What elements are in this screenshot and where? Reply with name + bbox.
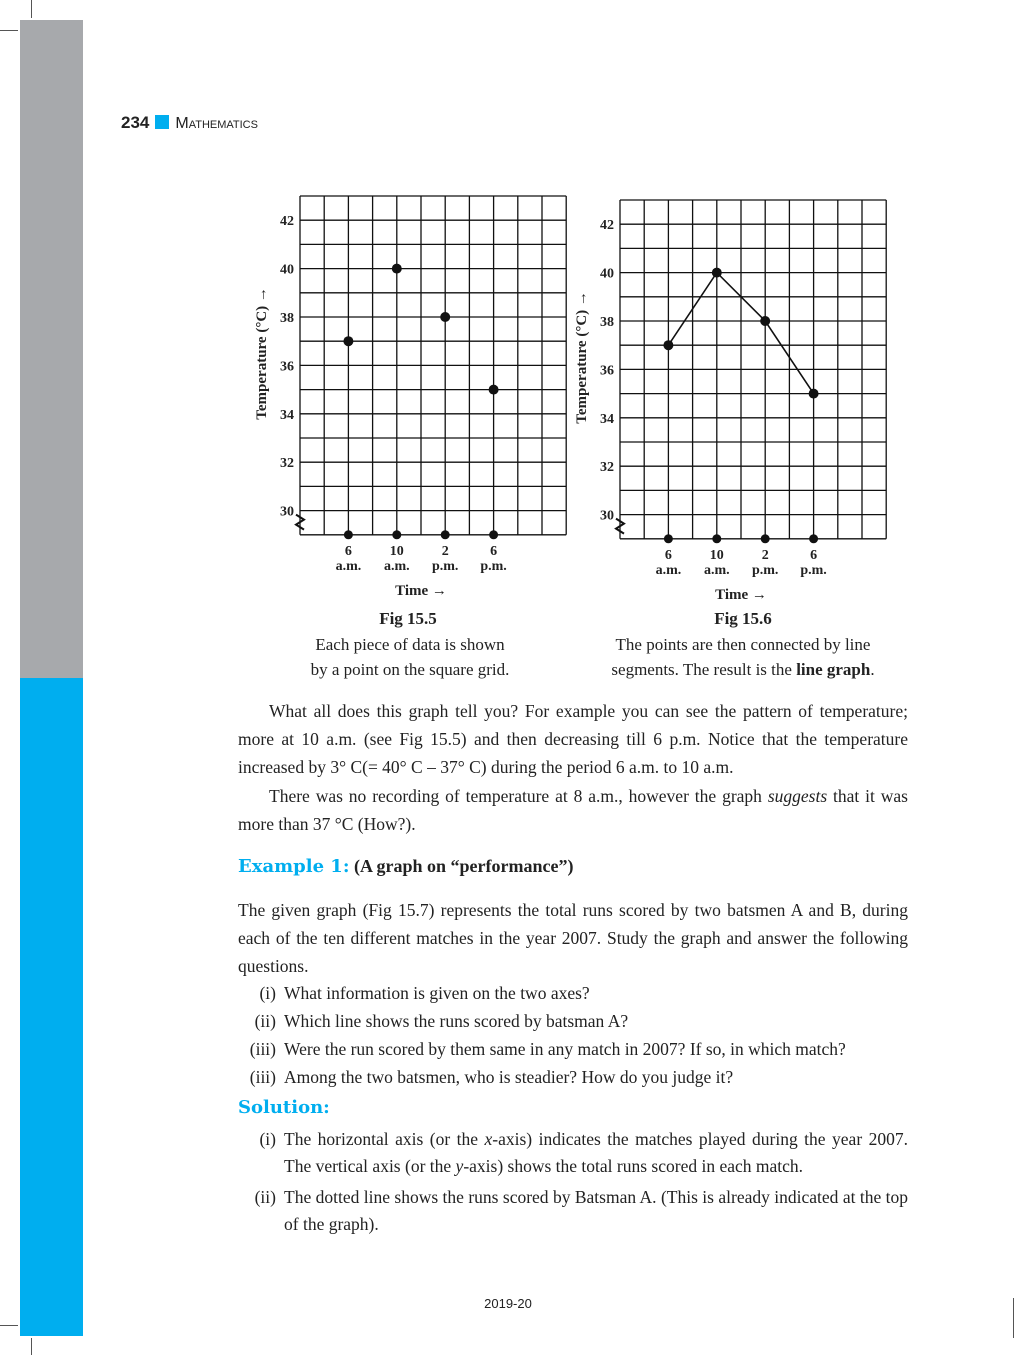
question-text: What information is given on the two axes? bbox=[284, 983, 590, 1003]
question-number: (ii) bbox=[254, 1011, 276, 1031]
example-label: Example 1: bbox=[238, 856, 350, 877]
x-tick-label: 2 bbox=[441, 543, 449, 559]
x-axis-label: Time → bbox=[715, 586, 767, 603]
y-tick-label: 40 bbox=[280, 262, 294, 278]
x-axis-label: Time → bbox=[395, 582, 447, 599]
data-point bbox=[663, 340, 673, 350]
x-tick-label: p.m. bbox=[480, 558, 507, 574]
side-band-blue bbox=[20, 678, 83, 1336]
data-point bbox=[392, 264, 402, 274]
question-item bbox=[238, 1008, 908, 1035]
axis-break-zigzag bbox=[616, 519, 624, 534]
data-point bbox=[343, 336, 353, 346]
solution-text bbox=[284, 1126, 908, 1180]
y-tick-label: 42 bbox=[600, 218, 614, 234]
x-category-marker bbox=[664, 534, 673, 543]
figure-15-6-caption bbox=[578, 632, 908, 682]
x-tick-label: 6 bbox=[810, 547, 818, 563]
caption-line: by a point on the square grid. bbox=[310, 660, 510, 679]
crop-mark bbox=[0, 30, 18, 31]
x-category-marker bbox=[809, 534, 818, 543]
crop-mark bbox=[31, 0, 32, 18]
solution-number: (ii) bbox=[254, 1187, 276, 1207]
x-category-marker bbox=[441, 530, 450, 539]
italic-x: x bbox=[484, 1129, 493, 1149]
x-tick-label: 6 bbox=[490, 543, 498, 559]
question-number: (iii) bbox=[249, 1039, 276, 1059]
solution-heading bbox=[238, 1097, 330, 1118]
data-point bbox=[760, 316, 770, 326]
question-text: Which line shows the runs scored by batsman A? bbox=[284, 1011, 629, 1031]
y-tick-label: 42 bbox=[280, 214, 294, 230]
x-tick-label: a.m. bbox=[335, 558, 362, 574]
footer-year: 2019-20 bbox=[484, 1296, 532, 1311]
y-tick-label: 40 bbox=[600, 266, 614, 282]
grid bbox=[300, 196, 566, 535]
x-tick-label: 6 bbox=[664, 547, 672, 563]
x-tick-label: a.m. bbox=[655, 562, 682, 578]
x-category-marker bbox=[392, 530, 401, 539]
paragraph-given-graph: The given graph (Fig 15.7) represents the total runs scored by two batsmen A and B, during each of the ten different matches in the year 2007. Study the graph and answer the following questions. bbox=[238, 900, 908, 976]
y-tick-label: 34 bbox=[600, 411, 614, 427]
solution-text: The dotted line shows the runs scored by Batsman A. (This is already indicated at the top of the graph). bbox=[284, 1187, 908, 1234]
figure-15-6-chart bbox=[568, 192, 898, 612]
question-item bbox=[238, 1064, 908, 1091]
x-tick-label: 6 bbox=[344, 543, 352, 559]
caption-line: Each piece of data is shown bbox=[315, 635, 505, 654]
caption-line bbox=[578, 657, 908, 682]
y-tick-label: 32 bbox=[280, 456, 294, 472]
caption-bold: line graph bbox=[796, 660, 871, 679]
page-number: 234 bbox=[121, 113, 150, 132]
y-tick-label: 38 bbox=[280, 311, 294, 326]
y-tick-label: 30 bbox=[280, 504, 294, 520]
figure-15-6-label: Fig 15.6 bbox=[714, 609, 772, 628]
x-tick-label: 2 bbox=[761, 547, 769, 563]
solution-label: Solution: bbox=[238, 1097, 330, 1118]
data-point bbox=[489, 385, 499, 395]
caption-text: segments. The result is the bbox=[611, 660, 797, 679]
book-title: Mathematics bbox=[175, 115, 258, 132]
text: -axis) shows the total runs scored in each match. bbox=[463, 1156, 804, 1176]
x-tick-label: p.m. bbox=[800, 562, 827, 578]
text: There was no recording of temperature at 8 a.m., however the graph bbox=[269, 786, 768, 806]
y-tick-label: 32 bbox=[600, 460, 614, 476]
text: that it was more than 37 °C (How?). bbox=[238, 786, 908, 834]
question-number: (iii) bbox=[249, 1067, 276, 1087]
italic-y: y bbox=[455, 1156, 464, 1176]
solution-item bbox=[238, 1126, 908, 1180]
crop-mark bbox=[31, 1338, 32, 1355]
x-category-marker bbox=[761, 534, 770, 543]
example-title: (A graph on “performance”) bbox=[349, 856, 574, 876]
x-tick-label: p.m. bbox=[751, 562, 779, 578]
y-tick-label: 30 bbox=[600, 508, 614, 524]
x-category-marker bbox=[344, 530, 353, 539]
side-band-gray bbox=[20, 20, 83, 678]
x-tick-label: 10 bbox=[709, 547, 724, 563]
data-point bbox=[809, 389, 819, 399]
question-number: (i) bbox=[259, 983, 276, 1003]
x-tick-label: p.m. bbox=[431, 558, 459, 574]
grid bbox=[620, 200, 886, 539]
solution-number: (i) bbox=[259, 1129, 276, 1149]
y-tick-label: 36 bbox=[280, 359, 294, 375]
y-axis-label: Temperature (°C) → bbox=[254, 287, 270, 420]
figure-15-5-caption bbox=[270, 632, 550, 682]
question-text: Were the run scored by them same in any match in 2007? If so, in which match? bbox=[284, 1039, 846, 1059]
data-point bbox=[440, 312, 450, 322]
paragraph-graph-tells: What all does this graph tell you? For example you can see the pattern of temperature; more at 10 a.m. (see Fig 15.5) and then decreasing till 6 p.m. Notice that the temperature increased by 3° C(= 40° C – 37° C) during the period 6 a.m. to 10 a.m. bbox=[238, 701, 908, 777]
data-point bbox=[712, 268, 722, 278]
solution-item bbox=[238, 1184, 908, 1238]
running-header bbox=[121, 113, 258, 133]
question-item bbox=[238, 980, 908, 1007]
x-category-marker bbox=[489, 530, 498, 539]
x-tick-label: a.m. bbox=[703, 562, 730, 578]
text: -axis) indicates the matches played during the year 2007. The vertical axis (or the bbox=[284, 1129, 908, 1176]
text: The horizontal axis (or the bbox=[284, 1129, 485, 1149]
x-tick-label: 10 bbox=[389, 543, 404, 559]
question-text: Among the two batsmen, who is steadier? How do you judge it? bbox=[284, 1067, 734, 1087]
figure-15-5-label: Fig 15.5 bbox=[379, 609, 437, 628]
question-item bbox=[238, 1036, 908, 1063]
crop-mark bbox=[0, 1325, 18, 1326]
caption-end: . bbox=[870, 660, 875, 679]
axis-break-zigzag bbox=[296, 515, 304, 530]
emphasis: suggests bbox=[767, 786, 828, 806]
paragraph-no-recording bbox=[238, 782, 908, 838]
x-tick-label: a.m. bbox=[383, 558, 410, 574]
example-heading bbox=[238, 856, 573, 877]
header-square-icon bbox=[155, 115, 169, 129]
figure-15-5-chart bbox=[248, 188, 578, 608]
y-tick-label: 34 bbox=[280, 407, 294, 423]
caption-line: The points are then connected by line bbox=[615, 635, 871, 654]
y-axis-label: Temperature (°C) → bbox=[574, 291, 590, 424]
x-category-marker bbox=[712, 534, 721, 543]
y-tick-label: 38 bbox=[600, 315, 614, 330]
y-tick-label: 36 bbox=[600, 363, 614, 379]
